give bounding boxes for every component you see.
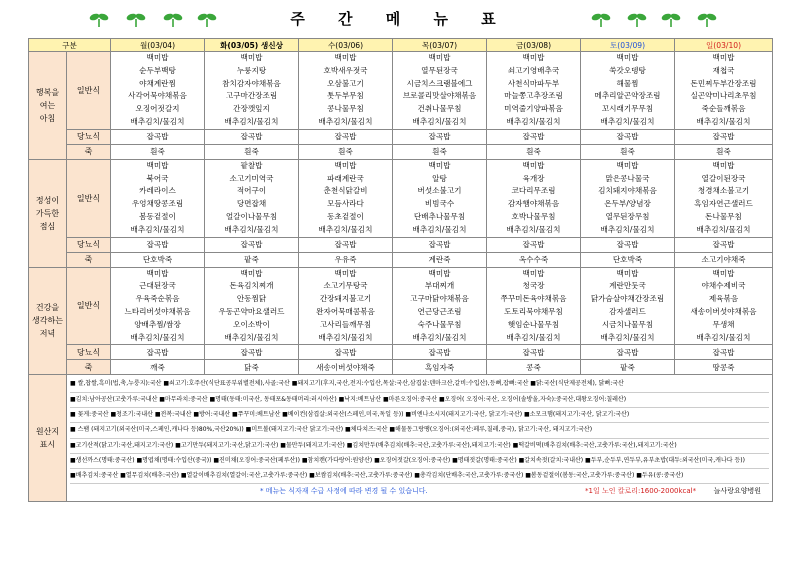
general-menu-cell	[487, 52, 581, 130]
menu-item: 연근당근조림	[417, 306, 462, 316]
menu-item: 실곤약미나리초무침	[690, 91, 757, 101]
menu-item: 호박나물무침	[511, 211, 556, 221]
menu-item: 부대찌개	[424, 281, 455, 291]
menu-item: 죽순들깨볶음	[701, 104, 746, 114]
menu-item: 잡곡밥	[522, 347, 545, 357]
day-header	[299, 39, 393, 52]
day-header	[111, 39, 205, 52]
menu-item: 소고기야채죽	[701, 255, 746, 265]
day-header-label: 목(03/07)	[421, 40, 458, 50]
menu-item: 잡곡밥	[712, 132, 735, 142]
menu-item: 배추김치/물김치	[506, 332, 561, 342]
menu-item: 백미밥	[522, 268, 545, 278]
menu-item: 메추리알곤약장조림	[594, 91, 661, 101]
day-header	[393, 39, 487, 52]
menu-item: 소고기무탕국	[323, 281, 368, 291]
menu-item: 잡곡밥	[334, 132, 357, 142]
diabetic-menu-cell	[487, 237, 581, 252]
meal-name-label: 정성이 가득한 점심	[35, 195, 60, 231]
porridge-menu-cell	[205, 252, 299, 267]
menu-item: 사천식마파두부	[507, 78, 560, 88]
menu-item: 흰죽	[716, 147, 731, 157]
porridge-menu-cell	[393, 144, 487, 159]
origin-line: ■고기산적(닭고기:국산,돼지고기:국산) ■고기만두(돼지고기:국산,닭고기:국산) ■물만두(돼지고기:국산) ■김치만두(배추김치(배추:국산,고춧가루:국산),돼지고기:국산) ■떡갈비떡(배추김치(배추:국산,고춧가루:국산),돼지고기:국산)	[70, 439, 769, 454]
menu-item: 배추김치/물김치	[130, 116, 185, 126]
general-menu-cell	[487, 267, 581, 345]
menu-item: 백미밥	[146, 53, 169, 62]
menu-item: 백미밥	[428, 160, 451, 170]
menu-item: 완자어묵매콤볶음	[316, 306, 375, 316]
sub-label-text: 일반식	[76, 301, 101, 311]
menu-item: 북어국	[146, 173, 169, 183]
diabetic-menu-cell	[299, 129, 393, 144]
sprout-icon	[660, 10, 682, 28]
porridge-menu-cell	[487, 360, 581, 375]
general-menu-cell	[299, 159, 393, 237]
menu-item: 흑임자죽	[424, 362, 455, 372]
footer-organization: 늘사랑요양병원	[713, 487, 762, 496]
porridge-menu-cell	[487, 144, 581, 159]
menu-item: 배추김치/물김치	[412, 116, 467, 126]
porridge-menu-cell	[205, 360, 299, 375]
porridge-menu-cell	[393, 252, 487, 267]
menu-item: 닭죽	[244, 362, 259, 372]
menu-item: 돈나물무침	[705, 211, 742, 221]
day-header-label: 화(03/05) 생신상	[220, 40, 283, 50]
menu-item: 백미밥	[428, 53, 451, 62]
menu-item: 김치돼지야채볶음	[598, 186, 657, 196]
general-menu-cell	[111, 52, 205, 130]
sprout-icon	[196, 10, 218, 28]
diabetic-menu-cell	[487, 345, 581, 360]
menu-item: 청국장	[522, 281, 545, 291]
menu-item: 육개장	[522, 173, 545, 183]
diabetic-menu-cell	[675, 129, 773, 144]
menu-item: 간장돼지불고기	[319, 294, 372, 304]
general-menu-cell	[205, 267, 299, 345]
sprout-icon	[626, 10, 648, 28]
menu-item: 흰죽	[620, 147, 635, 157]
menu-item: 새송이버섯야채볶음	[690, 306, 757, 316]
porridge-menu-cell	[487, 252, 581, 267]
menu-item: 배추김치/물김치	[600, 224, 655, 234]
menu-item: 비빔국수	[424, 199, 455, 209]
sprout-icon	[162, 10, 184, 28]
menu-item: 소고기미역국	[229, 173, 274, 183]
sub-label-general	[67, 267, 111, 345]
porridge-menu-cell	[581, 360, 675, 375]
general-menu-cell	[581, 159, 675, 237]
menu-item: 잡곡밥	[428, 132, 451, 142]
diabetic-menu-cell	[581, 237, 675, 252]
general-menu-cell	[299, 267, 393, 345]
sub-label-text: 죽	[84, 362, 93, 372]
general-menu-cell	[675, 159, 773, 237]
menu-item: 고구마닭야채볶음	[410, 294, 469, 304]
menu-item: 배추김치/물김치	[696, 332, 751, 342]
menu-item: 동초겉절이	[327, 211, 364, 221]
diabetic-menu-cell	[111, 129, 205, 144]
sub-label-text: 일반식	[76, 193, 101, 203]
menu-item: 무생채	[712, 319, 735, 329]
sprout-icon	[125, 10, 147, 28]
menu-item: 백미밥	[146, 160, 169, 170]
menu-item: 우엉채땅콩조림	[131, 199, 184, 209]
porridge-menu-cell	[299, 144, 393, 159]
sub-label-general	[67, 52, 111, 130]
menu-item: 재첩국	[712, 65, 735, 75]
sub-label-text: 일반식	[76, 85, 101, 95]
menu-item: 배추김치/물김치	[318, 332, 373, 342]
day-header-label: 금(03/08)	[515, 40, 552, 50]
origin-line: ■배추김치:중국산 ■열무김치(배추:국산) ■열갈이배추김치(열갈이:국산,고춧가루:중국산) ■보쌈김치(배추:국산,고춧가루:중국산) ■총각김치(단배추:국산,고춧가루:중국산) ■봄동겉절이(봄동:국산,고춧가루:중국산) ■두유(콩:중국산)	[70, 469, 769, 484]
diabetic-menu-cell	[111, 345, 205, 360]
porridge-menu-cell	[111, 252, 205, 267]
menu-item: 톳두부무침	[327, 91, 364, 101]
menu-item: 누룽지탕	[236, 65, 267, 75]
menu-item: 사각어묵야채볶음	[128, 91, 187, 101]
menu-item: 감자샐러드	[609, 306, 646, 316]
general-menu-cell	[675, 267, 773, 345]
menu-item: 흰죽	[338, 147, 353, 157]
porridge-menu-cell	[299, 252, 393, 267]
menu-item: 양배추찜/쌈장	[134, 319, 181, 329]
menu-item: 배추김치/물김치	[412, 224, 467, 234]
menu-item: 계란죽	[428, 255, 451, 265]
menu-item: 잡곡밥	[522, 132, 545, 142]
menu-item: 고사리들깨무침	[319, 319, 372, 329]
meal-name-label: 행복을 여는 아침	[35, 87, 60, 123]
day-header-label: 토(03/09)	[609, 40, 646, 50]
meal-name	[29, 267, 67, 375]
general-menu-cell	[111, 159, 205, 237]
menu-item: 잡곡밥	[240, 132, 263, 142]
menu-item: 쭈꾸미돈육야채볶음	[500, 294, 567, 304]
menu-item: 팥죽	[620, 362, 635, 372]
menu-item: 잡곡밥	[712, 347, 735, 357]
porridge-menu-cell	[111, 360, 205, 375]
menu-item: 열갈이된장국	[701, 173, 746, 183]
menu-item: 잡곡밥	[616, 132, 639, 142]
menu-item: 햇임순나물무침	[507, 319, 560, 329]
menu-item: 새송이버섯야채죽	[316, 362, 375, 372]
menu-item: 백미밥	[334, 268, 357, 278]
porridge-menu-cell	[581, 144, 675, 159]
general-menu-cell	[111, 267, 205, 345]
meal-name-label: 건강을 생각하는 저녁	[32, 303, 63, 339]
menu-item: 마늘쫑고추장조림	[504, 91, 563, 101]
menu-item: 호박새우젓국	[323, 65, 368, 75]
menu-item: 팥죽	[244, 255, 259, 265]
menu-item: 숙주나물무침	[417, 319, 462, 329]
menu-item: 배추김치/물김치	[696, 224, 751, 234]
general-menu-cell	[205, 159, 299, 237]
footer	[70, 484, 769, 499]
meal-name	[29, 52, 67, 160]
menu-item: 백미밥	[616, 53, 639, 62]
menu-item: 백미밥	[522, 53, 545, 62]
day-header	[675, 39, 773, 52]
sub-label-diabetic	[67, 237, 111, 252]
menu-item: 배추김치/물김치	[318, 116, 373, 126]
porridge-menu-cell	[675, 144, 773, 159]
menu-item: 당면잡채	[236, 199, 267, 209]
menu-item: 배추김치/물김치	[224, 332, 279, 342]
menu-item: 쑥갓오뎅탕	[609, 65, 646, 75]
origin-line: ■ 쌀,찹쌀,흑미(법,축,누룽지):국산 ■쇠고기:호주산(식단표공부위별전체),사골:국산 ■돼지고기(후지,국산,전지:수입산,목살:국산,삼겹살:덴마크산,갈비:수입산),등뼈,잡뼈:국산 ■닭:국산(식단제공전체), 닭뼈:국산	[70, 377, 769, 392]
diabetic-menu-cell	[205, 237, 299, 252]
menu-item: 백미밥	[712, 53, 735, 62]
menu-item: 고구마간장조림	[225, 91, 278, 101]
day-header-label: 월(03/04)	[139, 40, 176, 50]
menu-item: 흰죽	[244, 147, 259, 157]
meal-name	[29, 159, 67, 267]
menu-item: 팥찰밥	[240, 160, 263, 170]
sub-label-general	[67, 159, 111, 237]
menu-item: 온두부/양념장	[604, 199, 651, 209]
menu-item: 적어구이	[236, 186, 267, 196]
origin-label	[29, 375, 67, 502]
menu-item: 배추김치/물김치	[224, 116, 279, 126]
general-menu-cell	[393, 52, 487, 130]
menu-item: 잡곡밥	[712, 240, 735, 250]
menu-item: 단배추나물무침	[413, 211, 466, 221]
menu-item: 오삼불고기	[327, 78, 364, 88]
sub-label-text: 당뇨식	[76, 347, 101, 357]
day-header	[581, 39, 675, 52]
sub-label-text: 당뇨식	[76, 240, 101, 250]
day-header-label: 수(03/06)	[327, 40, 364, 50]
menu-item: 돈육김치찌개	[229, 281, 274, 291]
menu-item: 백미밥	[334, 53, 357, 62]
menu-item: 백미밥	[240, 268, 263, 278]
diabetic-menu-cell	[581, 345, 675, 360]
menu-item: 백미밥	[522, 160, 545, 170]
menu-item: 얼갈이나물무침	[225, 211, 278, 221]
menu-item: 오징어젓갈지	[135, 104, 180, 114]
header-corner-label: 구분	[62, 40, 77, 50]
menu-item: 백미밥	[428, 268, 451, 278]
menu-item: 백미밥	[712, 160, 735, 170]
menu-item: 잡곡밥	[240, 240, 263, 250]
page-title: 주 간 메 뉴 표	[290, 10, 510, 28]
title-row	[0, 0, 800, 38]
menu-item: 잡곡밥	[616, 347, 639, 357]
menu-item: 배추김치/물김치	[130, 224, 185, 234]
diabetic-menu-cell	[205, 129, 299, 144]
menu-item: 시금치스크램블에그	[406, 78, 473, 88]
menu-item: 잡곡밥	[334, 347, 357, 357]
sub-label-text: 죽	[84, 147, 93, 157]
menu-item: 백미밥	[616, 160, 639, 170]
menu-item: 잡곡밥	[334, 240, 357, 250]
sub-label-diabetic	[67, 345, 111, 360]
menu-item: 배추김치/물김치	[600, 332, 655, 342]
diabetic-menu-cell	[299, 345, 393, 360]
menu-item: 배추김치/물김치	[318, 224, 373, 234]
menu-item: 브로콜리맛살야채볶음	[402, 91, 477, 101]
menu-item: 백미밥	[240, 53, 263, 62]
menu-item: 백미밥	[712, 268, 735, 278]
general-menu-cell	[299, 52, 393, 130]
porridge-menu-cell	[675, 360, 773, 375]
menu-item: 잡곡밥	[146, 347, 169, 357]
diabetic-menu-cell	[393, 129, 487, 144]
diabetic-menu-cell	[111, 237, 205, 252]
menu-item: 도토리묵야채무침	[504, 306, 563, 316]
origin-label-text: 원산지 표시	[35, 427, 60, 450]
menu-item: 깨죽	[150, 362, 165, 372]
menu-item: 순두부백탕	[139, 65, 176, 75]
menu-item: 근대된장국	[139, 281, 176, 291]
menu-item: 간장깻잎지	[233, 104, 270, 114]
diabetic-menu-cell	[393, 237, 487, 252]
porridge-menu-cell	[581, 252, 675, 267]
day-header-label: 일(03/10)	[705, 40, 742, 50]
menu-item: 잡곡밥	[522, 240, 545, 250]
sprout-icon	[590, 10, 612, 28]
menu-item: 잡곡밥	[146, 132, 169, 142]
origin-line: ■생선까스(명태:중국산) ■명엽채(명태:수입산(중국)) ■진미채(오징어:중국산(페루산)) ■참치캔(가다랑어:원양산) ■오징어젓갈(오징어:중국산) ■명태젓갈(명태:중국산) ■갈치속젓(갈치:국내산) ■두부,순두부,연두부,유부초밥(대두:외국산(미국,캐나다 등))	[70, 454, 769, 469]
menu-item: 단호박죽	[142, 255, 173, 265]
menu-item: 배추김치/물김치	[412, 332, 467, 342]
general-menu-cell	[675, 52, 773, 130]
menu-item: 참치감자야채볶음	[222, 78, 281, 88]
menu-item: 백미밥	[334, 160, 357, 170]
sub-label-text: 죽	[84, 255, 93, 265]
general-menu-cell	[393, 159, 487, 237]
origin-info	[67, 375, 773, 502]
menu-item: 흰죽	[432, 147, 447, 157]
origin-line: ■김치:남아공산(고춧가루:국내산 ■마무라치:중국산 ■명태(동태:미국산, 동태포&동태머리:러시아산) ■낙지:베트남산 ■마른오징어:중국산 ■오징어( 오징어:국산, 오징어(솔방울,자숙):중국산,대왕오징어:칠레산)	[70, 393, 769, 408]
menu-item: 꼬시래기무무침	[601, 104, 654, 114]
menu-item: 잡곡밥	[428, 240, 451, 250]
diabetic-menu-cell	[393, 345, 487, 360]
menu-item: 버섯소불고기	[417, 186, 462, 196]
menu-item: 해물찜	[616, 78, 639, 88]
menu-item: 배추김치/물김치	[696, 116, 751, 126]
sub-label-porridge	[67, 360, 111, 375]
header-corner	[29, 39, 111, 52]
menu-item: 콩나물무침	[327, 104, 364, 114]
diabetic-menu-cell	[675, 237, 773, 252]
menu-item: 백미밥	[146, 268, 169, 278]
menu-item: 오이소박이	[233, 319, 270, 329]
origin-line: ■ 스팸 (돼지고기(외국산(미국,스페인,캐나다 등)80%,국산20%)) ■미트볼(돼지고기:국산 닭고기:국산) ■체다치즈:국산 ■해물동그랑땡(오징어:(외국산:페루,칠레,중국), 닭고기:국산, 돼지고기:국산)	[70, 423, 769, 438]
menu-item: 미역줄기양파볶음	[504, 104, 563, 114]
general-menu-cell	[581, 52, 675, 130]
menu-item: 우유죽	[334, 255, 357, 265]
menu-item: 잡곡밥	[240, 347, 263, 357]
diabetic-menu-cell	[675, 345, 773, 360]
general-menu-cell	[487, 159, 581, 237]
menu-item: 닭가슴살야채간장조림	[590, 294, 665, 304]
weekly-menu-table	[28, 38, 773, 502]
porridge-menu-cell	[675, 252, 773, 267]
menu-item: 감자햄야채볶음	[507, 199, 560, 209]
menu-item: 흰죽	[526, 147, 541, 157]
general-menu-cell	[205, 52, 299, 130]
footer-calorie: *1일 노인 칼로리:1600-2000kcal*	[585, 487, 697, 496]
diabetic-menu-cell	[299, 237, 393, 252]
menu-item: 배추김치/물김치	[224, 224, 279, 234]
menu-item: 춘천식닭갈비	[323, 186, 368, 196]
menu-item: 우동곤약마요샐러드	[218, 306, 285, 316]
porridge-menu-cell	[205, 144, 299, 159]
sub-label-porridge	[67, 252, 111, 267]
menu-item: 제육볶음	[708, 294, 739, 304]
diabetic-menu-cell	[205, 345, 299, 360]
menu-item: 열무된장무침	[605, 211, 650, 221]
menu-item: 흑임자연근샐러드	[694, 199, 753, 209]
menu-item: 파래계란국	[327, 173, 364, 183]
menu-item: 잡곡밥	[616, 240, 639, 250]
menu-item: 쇠고기영배추국	[507, 65, 560, 75]
origin-line: ■ 꽃게:중국산 ■청조기:국내산 ■전복:국내산 ■방어:국내산 ■쭈꾸미:베트남산 ■베이컨(삼겹살:외국산(스페인,미국,독일 등)) ■비엔나소시지(돼지고기:국산, 닭고기:국산) ■소모크햄(돼지고기:국산, 닭고기:국산)	[70, 408, 769, 423]
menu-item: 돈민찌두부간장조림	[690, 78, 757, 88]
day-header	[487, 39, 581, 52]
menu-item: 잡곡밥	[428, 347, 451, 357]
menu-item: 야채계란찜	[139, 78, 176, 88]
menu-item: 시금치나물무침	[601, 319, 654, 329]
menu-item: 알탕	[432, 173, 447, 183]
menu-item: 봄동겉절이	[139, 211, 176, 221]
menu-item: 백미밥	[616, 268, 639, 278]
menu-item: 계란만둣국	[609, 281, 646, 291]
menu-item: 단호박죽	[612, 255, 643, 265]
menu-item: 모듬사라다	[327, 199, 364, 209]
menu-item: 배추김치/물김치	[600, 116, 655, 126]
footer-notice: * 메뉴는 식자재 수급 사정에 따라 변경 될 수 있습니다.	[260, 487, 428, 496]
sub-label-porridge	[67, 144, 111, 159]
sprout-icon	[696, 10, 718, 28]
sub-label-text: 당뇨식	[76, 132, 101, 142]
menu-item: 땅콩죽	[712, 362, 735, 372]
menu-item: 잡곡밥	[146, 240, 169, 250]
menu-item: 맑은콩나물국	[605, 173, 650, 183]
menu-item: 느타리버섯야채볶음	[124, 306, 191, 316]
menu-item: 옥수수죽	[518, 255, 549, 265]
menu-item: 야채수제비국	[701, 281, 746, 291]
menu-item: 배추김치/물김치	[506, 116, 561, 126]
sub-label-diabetic	[67, 129, 111, 144]
diabetic-menu-cell	[581, 129, 675, 144]
menu-item: 열무된장국	[421, 65, 458, 75]
menu-item: 콩죽	[526, 362, 541, 372]
day-header	[205, 39, 299, 52]
general-menu-cell	[581, 267, 675, 345]
sprout-icon	[88, 10, 110, 28]
diabetic-menu-cell	[487, 129, 581, 144]
general-menu-cell	[393, 267, 487, 345]
porridge-menu-cell	[299, 360, 393, 375]
menu-item: 청경채소불고기	[697, 186, 750, 196]
menu-item: 코다리무조림	[511, 186, 556, 196]
menu-item: 배추김치/물김치	[130, 332, 185, 342]
porridge-menu-cell	[111, 144, 205, 159]
menu-item: 카레라이스	[139, 186, 176, 196]
porridge-menu-cell	[393, 360, 487, 375]
menu-item: 안동찜닭	[236, 294, 267, 304]
menu-item: 우육죽순볶음	[135, 294, 180, 304]
menu-item: 흰죽	[150, 147, 165, 157]
menu-item: 건취나물무침	[417, 104, 462, 114]
menu-item: 배추김치/물김치	[506, 224, 561, 234]
